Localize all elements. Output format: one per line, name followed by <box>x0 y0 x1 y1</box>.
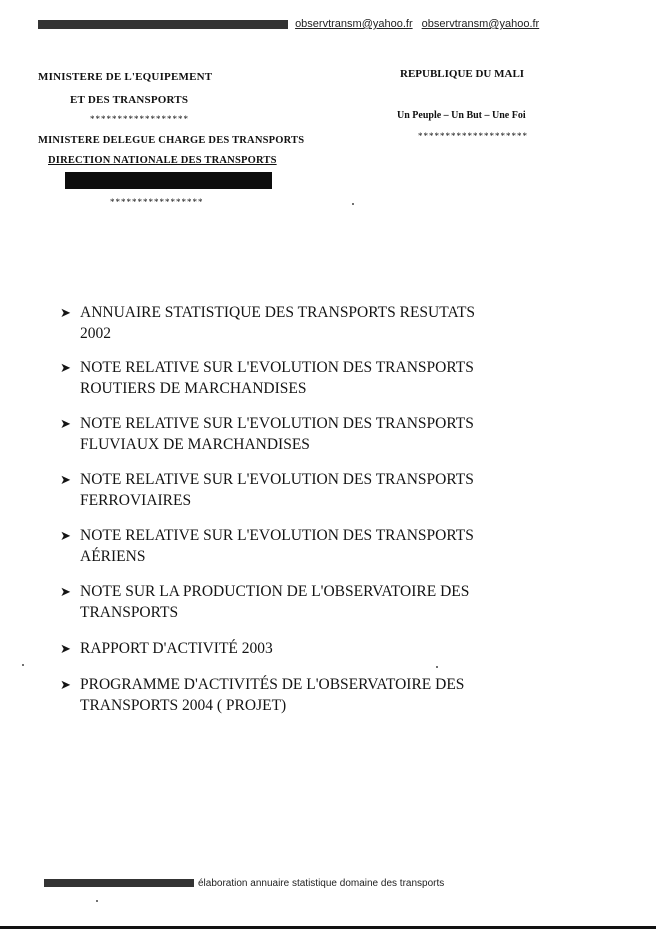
list-item <box>60 674 464 716</box>
arrow-bullet-icon: ➤ <box>60 416 71 431</box>
list-item-line: NOTE RELATIVE SUR L'EVOLUTION DES TRANSPORTS <box>80 527 474 544</box>
list-item-line: NOTE RELATIVE SUR L'EVOLUTION DES TRANSPORTS <box>80 415 474 432</box>
list-item-line: FLUVIAUX DE MARCHANDISES <box>80 436 310 453</box>
list-item-line: AÉRIENS <box>80 548 146 565</box>
arrow-bullet-icon: ➤ <box>60 528 71 543</box>
list-item <box>60 525 474 567</box>
arrow-bullet-icon: ➤ <box>60 472 71 487</box>
country-motto: Un Peuple – Un But – Une Foi <box>397 110 526 121</box>
list-item-line: RAPPORT D'ACTIVITÉ 2003 <box>80 640 273 657</box>
country-title: REPUBLIQUE DU MALI <box>400 68 525 80</box>
list-item-line: ROUTIERS DE MARCHANDISES <box>80 380 307 397</box>
email-link[interactable]: observtransm@yahoo.fr <box>421 18 540 30</box>
list-item <box>60 413 474 455</box>
list-item <box>60 302 475 344</box>
scan-speck <box>22 664 24 666</box>
header-email-line <box>38 18 545 30</box>
list-item <box>60 638 273 659</box>
separator-stars: ***************** <box>110 197 204 207</box>
ministry-delegate: MINISTERE DELEGUE CHARGE DES TRANSPORTS <box>38 135 305 146</box>
list-item <box>60 581 469 623</box>
bottom-scan-edge <box>0 926 656 929</box>
direction-title: DIRECTION NATIONALE DES TRANSPORTS <box>48 155 277 166</box>
list-item-line: NOTE SUR LA PRODUCTION DE L'OBSERVATOIRE DES <box>80 583 470 600</box>
list-item-line: NOTE RELATIVE SUR L'EVOLUTION DES TRANSPORTS <box>80 359 474 376</box>
arrow-bullet-icon: ➤ <box>60 677 71 692</box>
ministry-title: MINISTERE DE L'EQUIPEMENT <box>38 71 213 83</box>
list-item-line: 2002 <box>80 325 111 342</box>
list-item-line: TRANSPORTS <box>80 604 179 621</box>
scan-speck <box>352 203 354 205</box>
arrow-bullet-icon: ➤ <box>60 641 71 656</box>
list-item-line: NOTE RELATIVE SUR L'EVOLUTION DES TRANSPORTS <box>80 471 474 488</box>
footer-path <box>44 878 444 889</box>
list-item-line: FERROVIAIRES <box>80 492 192 509</box>
footer-text: élaboration annuaire statistique domaine des transports <box>198 878 445 889</box>
email-link[interactable]: observtransm@yahoo.fr <box>295 18 413 30</box>
arrow-bullet-icon: ➤ <box>60 305 71 320</box>
arrow-bullet-icon: ➤ <box>60 584 71 599</box>
separator-stars: ******************** <box>418 131 528 141</box>
list-item <box>60 357 474 399</box>
blurred-footer-smudge <box>44 879 194 887</box>
list-item-line: TRANSPORTS 2004 ( PROJET) <box>80 697 287 714</box>
list-item-line: ANNUAIRE STATISTIQUE DES TRANSPORTS RESUTATS <box>80 304 476 321</box>
ministry-subtitle: ET DES TRANSPORTS <box>70 94 189 106</box>
redaction-bar <box>65 172 272 189</box>
separator-stars: ****************** <box>90 114 189 124</box>
blurred-email-smudge <box>38 20 288 29</box>
scan-speck <box>436 666 438 668</box>
scan-speck <box>96 900 98 902</box>
list-item <box>60 469 474 511</box>
arrow-bullet-icon: ➤ <box>60 360 71 375</box>
list-item-line: PROGRAMME D'ACTIVITÉS DE L'OBSERVATOIRE DES <box>80 676 465 693</box>
